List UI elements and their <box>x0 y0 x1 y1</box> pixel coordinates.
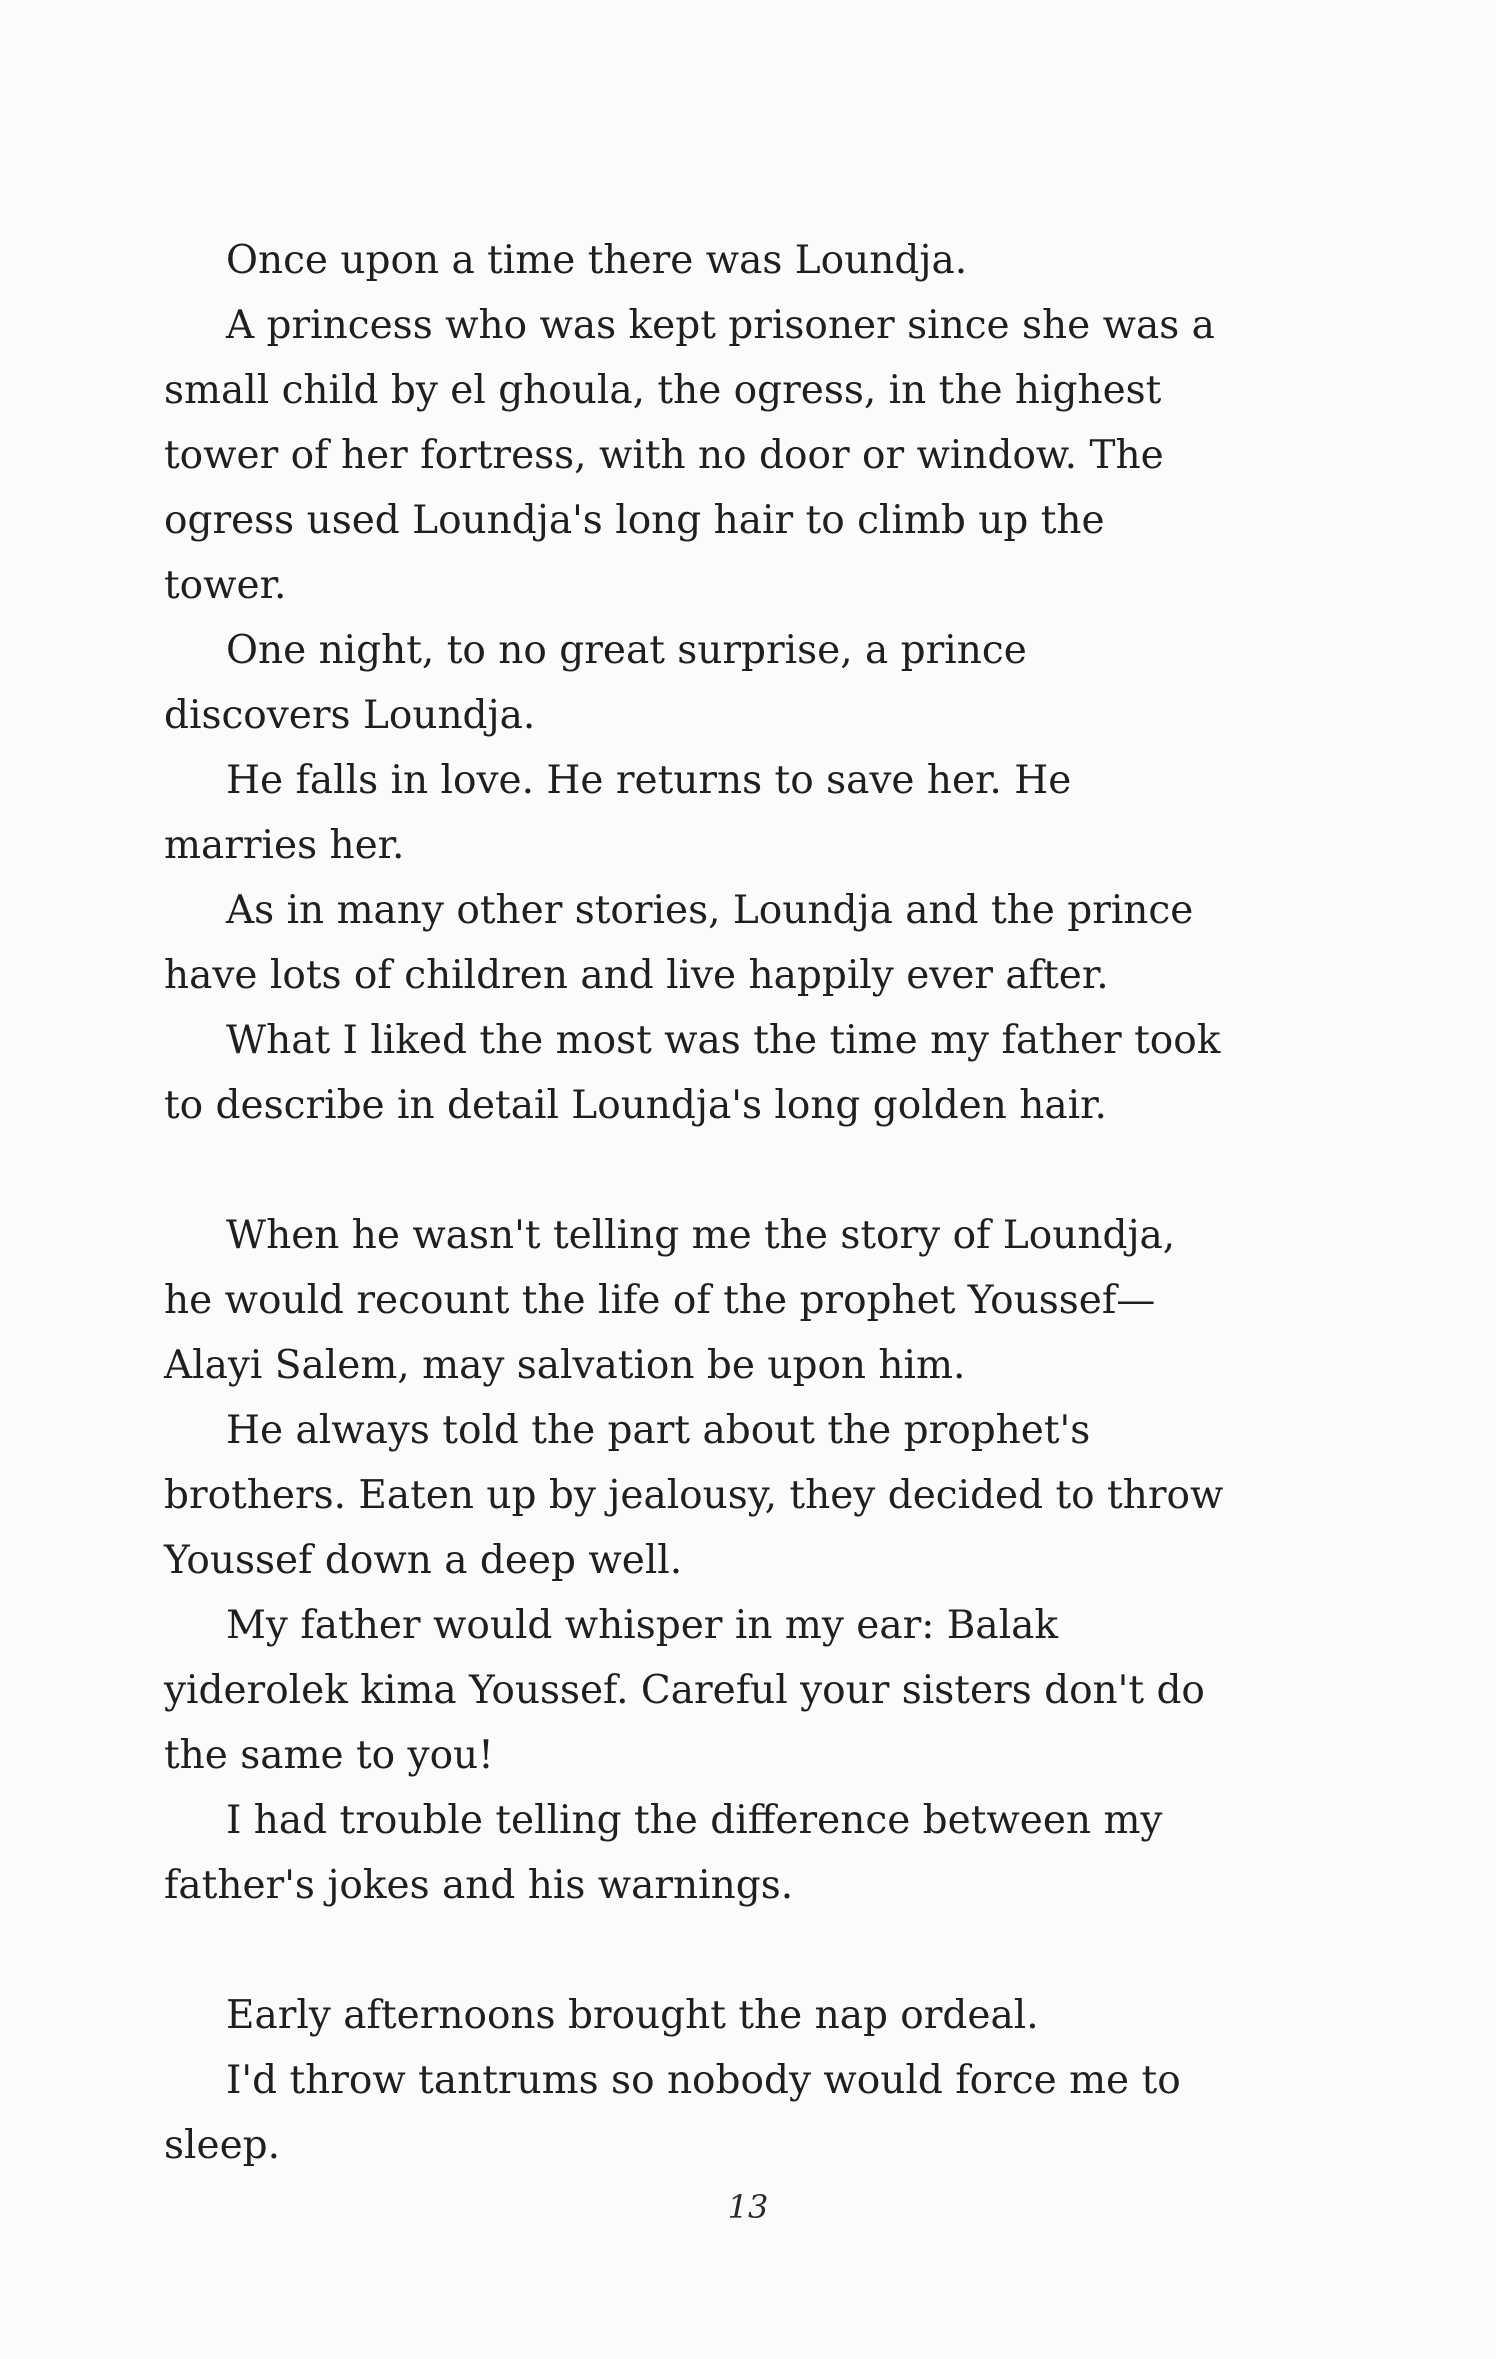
paragraph-1: Once upon a time there was Loundja. <box>226 238 968 283</box>
paragraph-12: I'd throw tantrums so nobody would force me to sleep. <box>164 2058 1181 2168</box>
paragraph-8: He always told the part about the prophet's brothers. Eaten up by jealousy, they decided to throw Youssef down a deep well. <box>164 1408 1224 1583</box>
page-number: 13 <box>727 2188 769 2226</box>
paragraph-7: When he wasn't telling me the story of Loundja, he would recount the life of the prophet Youssef—Alayi Salem, may salvation be upon him. <box>164 1213 1176 1388</box>
paragraph-5: As in many other stories, Loundja and the prince have lots of children and live happily ever after. <box>164 888 1194 998</box>
paragraph-6: What I liked the most was the time my father took to describe in detail Loundja's long golden hair. <box>164 1018 1221 1128</box>
section-break <box>164 1918 1224 1983</box>
paragraph-10: I had trouble telling the difference between my father's jokes and his warnings. <box>164 1798 1163 1908</box>
paragraph-9: My father would whisper in my ear: Balak yiderolek kima Youssef. Careful your sisters don't do the same to you! <box>164 1603 1205 1778</box>
paragraph-3: One night, to no great surprise, a prince discovers Loundja. <box>164 628 1027 738</box>
paragraph-11: Early afternoons brought the nap ordeal. <box>226 1993 1039 2038</box>
paragraph-2: A princess who was kept prisoner since she was a small child by el ghoula, the ogress, in the highest tower of her fortress, with no door or window. The ogress used Loundja's long hair to climb up the tower. <box>164 303 1215 608</box>
paragraph-4: He falls in love. He returns to save her. He marries her. <box>164 758 1072 868</box>
section-break <box>164 1138 1224 1203</box>
body-text <box>164 228 1224 2178</box>
